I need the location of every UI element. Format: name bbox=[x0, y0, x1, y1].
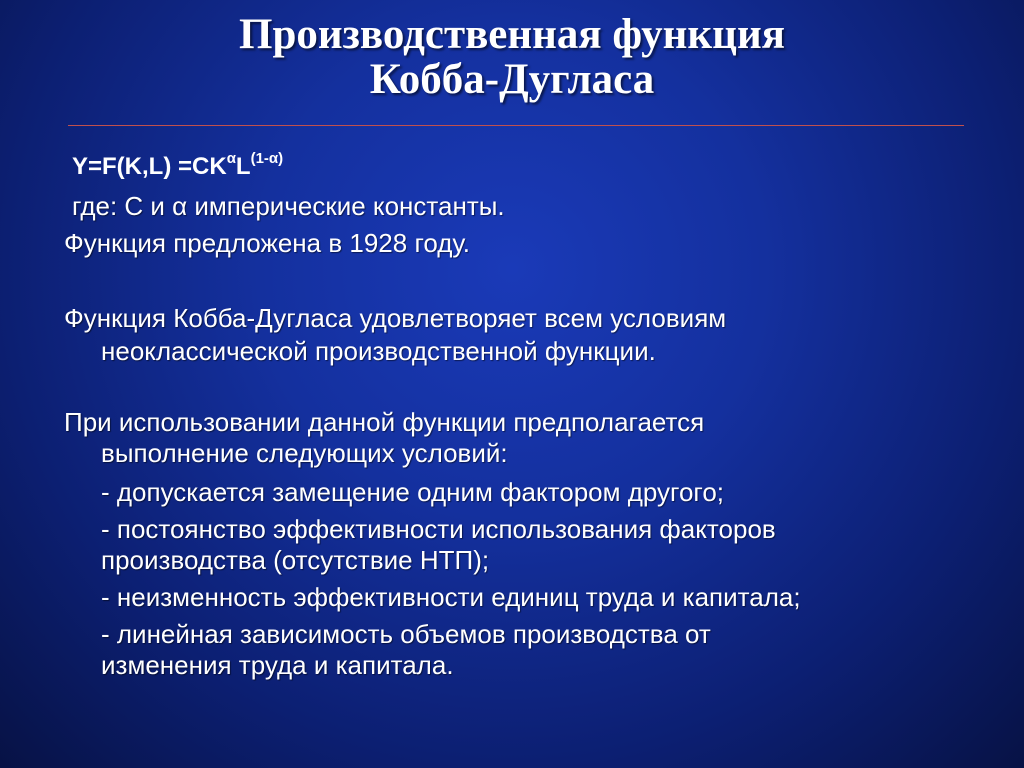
formula-base: Y=F(K,L) =CK bbox=[72, 153, 227, 180]
title-line-1: Производственная функция bbox=[239, 11, 785, 58]
condition-3: - неизменность эффективности единиц труда и капитала; bbox=[101, 582, 801, 612]
condition-4-line-1: - линейная зависимость объемов производства от bbox=[101, 619, 711, 649]
condition-2-line-2: производства (отсутствие НТП); bbox=[101, 545, 490, 575]
satisfies-line-2: неоклассической производственной функции. bbox=[101, 336, 656, 366]
proposed-line: Функция предложена в 1928 году. bbox=[64, 228, 471, 258]
slide-title bbox=[0, 12, 1024, 102]
formula-exp-alpha: α bbox=[226, 150, 236, 167]
satisfies-line-1: Функция Кобба-Дугласа удовлетворяет всем условиям bbox=[64, 303, 727, 333]
formula bbox=[72, 152, 283, 181]
title-divider bbox=[68, 125, 964, 126]
assumes-line-1: При использовании данной функции предполагается bbox=[64, 407, 705, 437]
formula-l: L bbox=[235, 153, 251, 180]
assumes-line-2: выполнение следующих условий: bbox=[101, 438, 508, 468]
formula-exp-one-minus-alpha: (1-α) bbox=[250, 150, 284, 167]
constants-line: где: С и α имперические константы. bbox=[72, 191, 505, 221]
condition-4-line-2: изменения труда и капитала. bbox=[101, 650, 454, 680]
condition-2-line-1: - постоянство эффективности использования факторов bbox=[101, 514, 776, 544]
title-line-2: Кобба-Дугласа bbox=[369, 56, 655, 103]
condition-1: - допускается замещение одним фактором другого; bbox=[101, 477, 725, 507]
